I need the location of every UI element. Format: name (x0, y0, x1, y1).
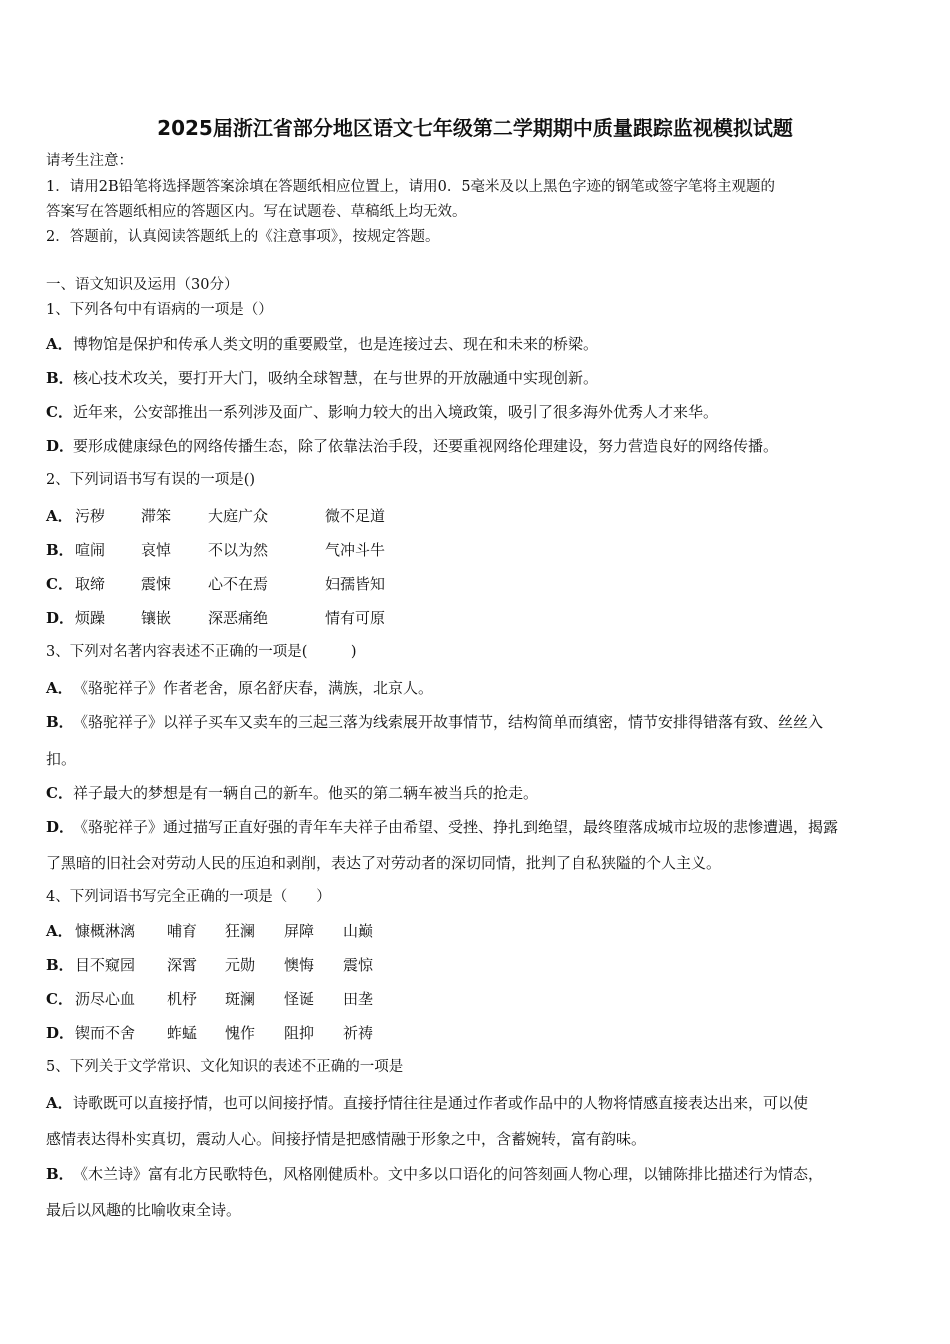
q2-b-word-4: 气冲斗牛 (325, 541, 386, 559)
option-label: C． (46, 784, 73, 802)
q4-b-word-3: 元勋 (225, 956, 256, 974)
option-label: B． (46, 1165, 74, 1183)
q3-stem: 3、下列对名著内容表述不正确的一项是( ) (46, 644, 357, 660)
option-text: 近年来，公安部推出一系列涉及面广、影响力较大的出入境政策，吸引了很多海外优秀人才来华。 (73, 403, 719, 421)
q2-a-label: A． (46, 507, 73, 525)
option-text: 《骆驼祥子》以祥子买车又卖车的三起三落为线索展开故事情节，结构简单而缜密，情节安排得错落有致、丝丝入 (73, 713, 824, 731)
q5-stem: 5、下列关于文学常识、文化知识的表述不正确的一项是 (46, 1059, 404, 1075)
q4-d-word-5: 祈祷 (343, 1024, 374, 1042)
option-text: 《骆驼祥子》作者老舍，原名舒庆春，满族，北京人。 (73, 679, 434, 697)
q4-c-word-4: 怪诞 (284, 990, 315, 1008)
q4-b-word-2: 深霄 (167, 956, 198, 974)
q4-d-word-2: 蚱蜢 (167, 1024, 198, 1042)
option-text: 《骆驼祥子》通过描写正直好强的青年车夫祥子由希望、受挫、挣扎到绝望，最终堕落成城市垃圾的悲惨遭遇，揭露 (73, 818, 839, 836)
option-label: D． (46, 818, 75, 836)
q2-c-word-1: 取缔 (75, 575, 106, 593)
q2-c-word-3: 心不在焉 (208, 575, 269, 593)
q1-stem: 1、下列各句中有语病的一项是（） (46, 302, 273, 318)
q5-option-a (46, 1093, 808, 1113)
q4-a-word-5: 山巅 (343, 922, 374, 940)
option-label: A． (46, 1094, 73, 1112)
q2-d-word-4: 情有可原 (325, 609, 386, 627)
option-label: D． (46, 437, 75, 455)
q3-option-b (46, 712, 823, 732)
q2-d-word-3: 深恶痛绝 (208, 609, 269, 627)
q2-b-word-3: 不以为然 (208, 541, 269, 559)
q2-b-word-2: 哀悼 (141, 541, 172, 559)
q5-option-a-cont: 感情表达得朴实真切，震动人心。间接抒情是把感情融于形象之中，含蓄婉转，富有韵味。 (46, 1130, 647, 1148)
q4-c-word-1: 沥尽心血 (75, 990, 136, 1008)
q4-b-word-1: 目不窥园 (75, 956, 136, 974)
q2-a-word-4: 微不足道 (325, 507, 386, 525)
option-text: 核心技术攻关，要打开大门，吸纳全球智慧，在与世界的开放融通中实现创新。 (73, 369, 599, 387)
q5-option-b (46, 1164, 823, 1184)
q3-option-a (46, 678, 433, 698)
option-text: 祥子最大的梦想是有一辆自己的新车。他买的第二辆车被当兵的抢走。 (73, 784, 539, 802)
option-text: 要形成健康绿色的网络传播生态，除了依靠法治手段，还要重视网络伦理建设，努力营造良好的网络传播。 (73, 437, 779, 455)
q4-a-label: A． (46, 922, 73, 940)
q4-b-word-5: 震惊 (343, 956, 374, 974)
q4-b-word-4: 懊悔 (284, 956, 315, 974)
notice-line-1b: 答案写在答题纸相应的答题区内。写在试题卷、草稿纸上均无效。 (46, 204, 467, 220)
option-text: 博物馆是保护和传承人类文明的重要殿堂，也是连接过去、现在和未来的桥梁。 (73, 335, 599, 353)
q4-c-word-5: 田垄 (343, 990, 374, 1008)
q2-d-word-2: 镶嵌 (141, 609, 172, 627)
option-label: A． (46, 679, 73, 697)
notice-heading: 请考生注意： (46, 153, 133, 169)
q1-option-b (46, 368, 598, 388)
q4-a-word-3: 狂澜 (225, 922, 256, 940)
option-label: C． (46, 403, 73, 421)
q3-option-b-cont: 扣。 (46, 750, 77, 768)
option-text: 《木兰诗》富有北方民歌特色，风格刚健质朴。文中多以口语化的问答刻画人物心理，以铺陈排比描述行为情态， (73, 1165, 824, 1183)
q2-c-word-2: 震悚 (141, 575, 172, 593)
q2-a-word-3: 大庭广众 (208, 507, 269, 525)
notice-line-2: 2．答题前，认真阅读答题纸上的《注意事项》，按规定答题。 (46, 229, 440, 245)
q2-b-label: B． (46, 541, 74, 559)
q1-option-a (46, 334, 598, 354)
q2-a-word-1: 污秽 (75, 507, 106, 525)
q2-c-label: C． (46, 575, 73, 593)
q5-option-b-cont: 最后以风趣的比喻收束全诗。 (46, 1201, 242, 1219)
q4-b-label: B． (46, 956, 74, 974)
q4-a-word-4: 屏障 (284, 922, 315, 940)
q4-c-label: C． (46, 990, 73, 1008)
q3-option-c (46, 783, 538, 803)
q1-option-c (46, 402, 718, 422)
option-label: A． (46, 335, 73, 353)
section-heading: 一、语文知识及运用（30分） (46, 277, 239, 293)
q4-d-label: D． (46, 1024, 75, 1042)
q4-c-word-2: 机杼 (167, 990, 198, 1008)
option-label: B． (46, 369, 74, 387)
q3-option-d-cont: 了黑暗的旧社会对劳动人民的压迫和剥削，表达了对劳动者的深切同情，批判了自私狭隘的个人主义。 (46, 854, 722, 872)
q4-d-word-3: 愧作 (225, 1024, 256, 1042)
notice-line-1a: 1．请用2B铅笔将选择题答案涂填在答题纸相应位置上，请用0．5毫米及以上黑色字迹的钢笔或签字笔将主观题的 (46, 179, 776, 195)
q2-b-word-1: 喧闹 (75, 541, 106, 559)
q4-stem: 4、下列词语书写完全正确的一项是（ ） (46, 889, 331, 905)
q2-a-word-2: 滞笨 (141, 507, 172, 525)
q4-a-word-2: 哺育 (167, 922, 198, 940)
q3-option-d (46, 817, 838, 837)
q2-d-label: D． (46, 609, 75, 627)
q4-a-word-1: 慷概淋漓 (75, 922, 136, 940)
page-title: 2025届浙江省部分地区语文七年级第二学期期中质量跟踪监视模拟试题 (157, 116, 793, 140)
option-text: 诗歌既可以直接抒情，也可以间接抒情。直接抒情往往是通过作者或作品中的人物将情感直接表达出来，可以使 (73, 1094, 809, 1112)
q2-stem: 2、下列词语书写有误的一项是() (46, 472, 256, 488)
q4-d-word-4: 阻抑 (284, 1024, 315, 1042)
q4-d-word-1: 锲而不舍 (75, 1024, 136, 1042)
q2-d-word-1: 烦躁 (75, 609, 106, 627)
q2-c-word-4: 妇孺皆知 (325, 575, 386, 593)
option-label: B． (46, 713, 74, 731)
q4-c-word-3: 斑澜 (225, 990, 256, 1008)
q1-option-d (46, 436, 778, 456)
